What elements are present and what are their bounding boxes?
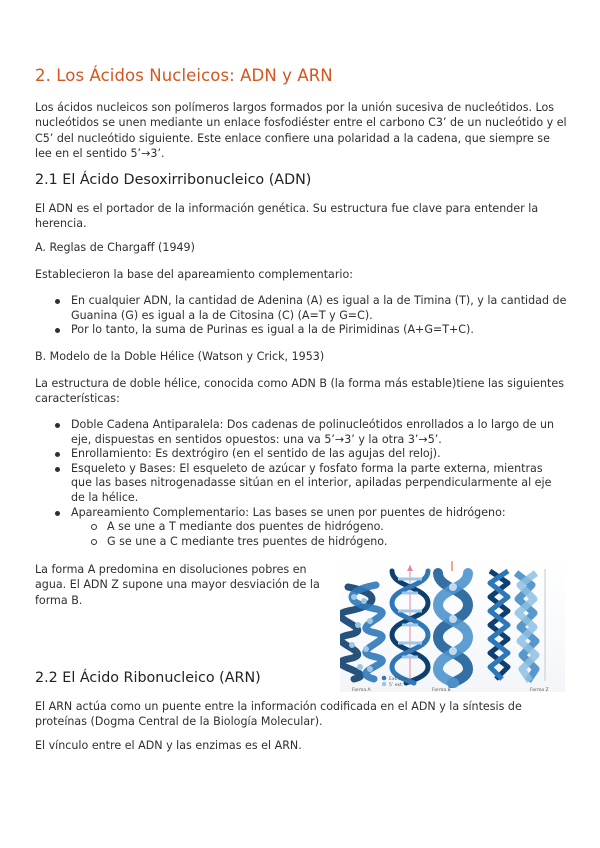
section-title: 2. Los Ácidos Nucleicos: ADN y ARN <box>35 66 333 85</box>
list-item: En cualquier ADN, la cantidad de Adenina (A) es igual a la de Timina (T), y la cantidad de Guanina (G) es igual a la de Citosina (C) (A=T y G=C). <box>35 294 567 323</box>
adn-intro: El ADN es el portador de la información genética. Su estructura fue clave para entender la herencia. <box>35 202 539 231</box>
list-item: A se une a T mediante dos puentes de hidrógeno. <box>35 520 567 535</box>
circle-bullet-icon <box>91 539 97 545</box>
chargaff-intro: Establecieron la base del apareamiento complementario: <box>35 268 354 281</box>
circle-bullet-icon <box>91 524 97 530</box>
arn-paragraph-2: El vínculo entre el ADN y las enzimas es el ARN. <box>35 739 302 752</box>
list-item: Esqueleto y Bases: El esqueleto de azúcar y fosfato forma la parte externa, mientras que las bases nitrogenadasse sitúan en el interior, apiladas perpendicularmente al eje de la hélice. <box>35 462 567 506</box>
chargaff-title: A. Reglas de Chargaff (1949) <box>35 241 195 254</box>
bullet-icon <box>55 511 60 516</box>
adn-heading: 2.1 El Ácido Desoxirribonucleico (ADN) <box>35 172 312 188</box>
list-item: Enrollamiento: Es dextrógiro (en el sentido de las agujas del reloj). <box>35 447 567 462</box>
bullet-icon <box>55 328 60 333</box>
dna-forms-figure <box>340 557 565 692</box>
list-item: Doble Cadena Antiparalela: Dos cadenas de polinucleótidos enrollados a lo largo de un eje, dispuestas en sentidos opuestos: una va 5’→3’ y la otra 3’→5’. <box>35 418 567 447</box>
arn-heading: 2.2 El Ácido Ribonucleico (ARN) <box>35 670 261 686</box>
list-item: Apareamiento Complementario: Las bases se unen por puentes de hidrógeno: <box>35 506 567 521</box>
list-item: G se une a C mediante tres puentes de hidrógeno. <box>35 535 567 550</box>
helix-list <box>35 418 567 549</box>
caption-form-b: Forma B <box>432 688 451 692</box>
legend-label-2: 5’ ext. <box>389 683 404 688</box>
chargaff-list <box>35 294 567 338</box>
helix-intro: La estructura de doble hélice, conocida como ADN B (la forma más estable)tiene las siguientes características: <box>35 377 564 406</box>
intro-paragraph: Los ácidos nucleicos son polímeros largos formados por la unión sucesiva de nucleótidos. Los nucleótidos se unen mediante un enlace fosfodiéster entre el carbono C3’ de un nucleótido y el C5’ del nucleótido siguiente. Este enlace confiere una polaridad a la cadena, que siempre se lee en el sentido 5’→3’. <box>35 101 567 160</box>
legend-label-1: Extremo <box>389 677 408 682</box>
bullet-icon <box>55 452 60 457</box>
caption-form-a: Forma A <box>352 688 371 692</box>
list-item: Por lo tanto, la suma de Purinas es igual a la de Pirimidinas (A+G=T+C). <box>35 323 567 338</box>
bullet-icon <box>55 423 60 428</box>
helix-title: B. Modelo de la Doble Hélice (Watson y Crick, 1953) <box>35 350 325 363</box>
caption-form-z: Forma Z <box>530 688 549 692</box>
arn-paragraph-1: El ARN actúa como un puente entre la información codificada en el ADN y la síntesis de proteínas (Dogma Central de la Biología Molecular). <box>35 700 522 729</box>
bullet-icon <box>55 299 60 304</box>
bullet-icon <box>55 467 60 472</box>
dna-forms-paragraph: La forma A predomina en disoluciones pobres en agua. El ADN Z supone una mayor desviación de la forma B. <box>35 563 320 607</box>
